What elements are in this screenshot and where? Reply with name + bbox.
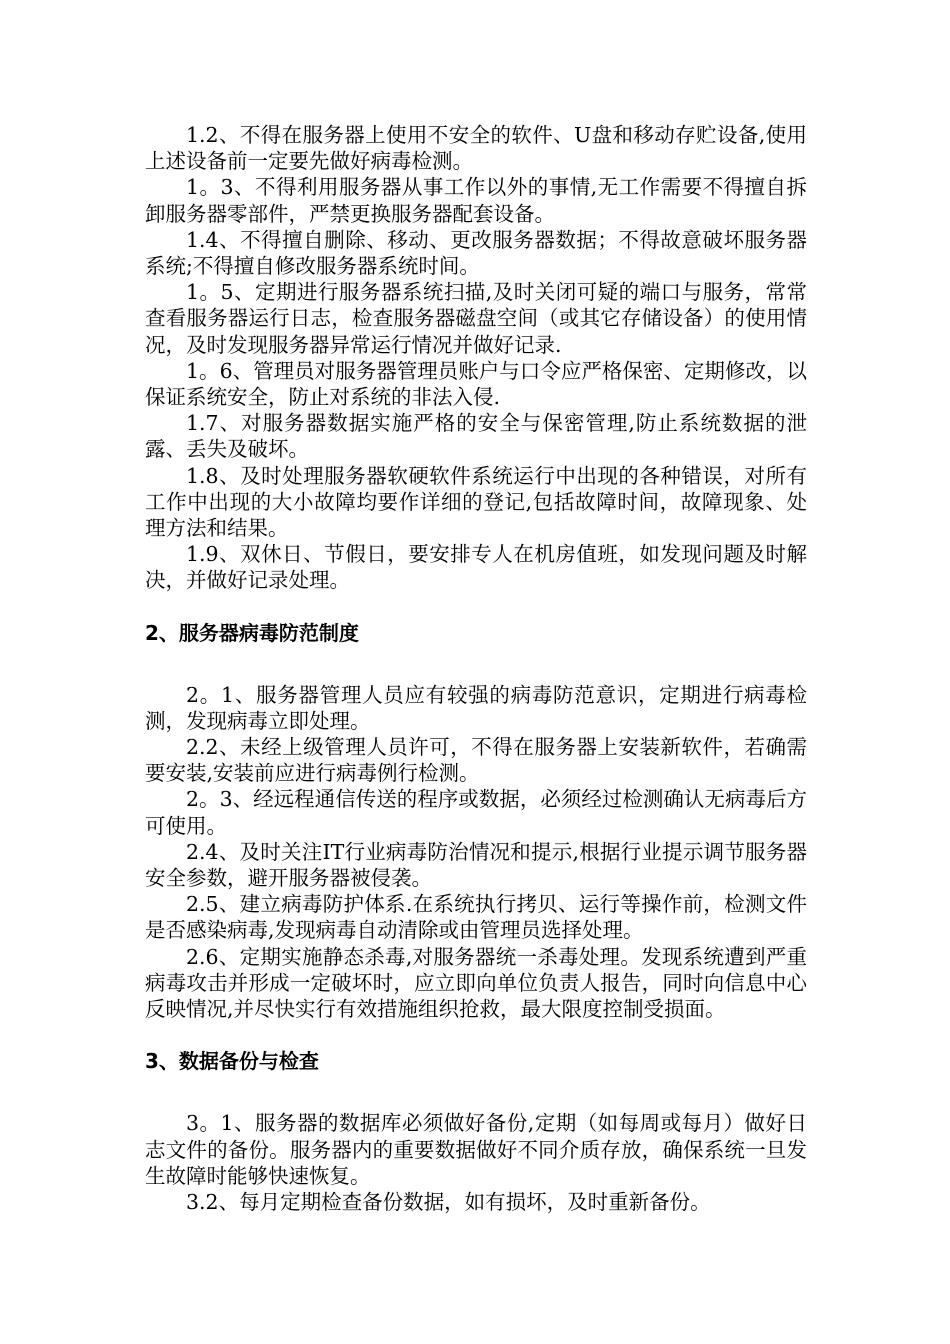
paragraph-2-4: 2.4、及时关注IT行业病毒防治情况和提示,根据行业提示调节服务器安全参数，避开服务器被侵袭。	[145, 839, 807, 891]
paragraph-1-5: 1。5、定期进行服务器系统扫描,及时关闭可疑的端口与服务，常常查看服务器运行日志，检查服务器磁盘空间（或其它存储设备）的使用情况，及时发现服务器异常运行情况并做好记录.	[145, 280, 807, 357]
paragraph-2-5: 2.5、建立病毒防护体系.在系统执行拷贝、运行等操作前，检测文件是否感染病毒,发现病毒自动清除或由管理员选择处理。	[145, 892, 807, 943]
section-2-heading: 2、服务器病毒防范制度	[145, 620, 359, 645]
section-1	[145, 122, 807, 594]
paragraph-3-1: 3。1、服务器的数据库必须做好备份,定期（如每周或每月）做好日志文件的备份。服务器内的重要数据做好不同介质存放，确保系统一旦发生故障时能够快速恢复。	[145, 1111, 807, 1188]
paragraph-1-7: 1.7、对服务器数据实施严格的安全与保密管理,防止系统数据的泄露、丢失及破坏。	[145, 411, 807, 462]
paragraph-1-6: 1。6、管理员对服务器管理员账户与口令应严格保密、定期修改，以保证系统安全，防止对系统的非法入侵.	[145, 358, 807, 410]
paragraph-3-2: 3.2、每月定期检查备份数据，如有损坏，及时重新备份。	[186, 1189, 711, 1214]
section-3	[145, 1110, 807, 1215]
paragraph-2-1: 2。1、服务器管理人员应有较强的病毒防范意识，定期进行病毒检测，发现病毒立即处理。	[145, 682, 807, 733]
paragraph-1-4: 1.4、不得擅自删除、移动、更改服务器数据；不得故意破坏服务器系统;不得擅自修改服务器系统时间。	[145, 227, 807, 279]
paragraph-1-2: 1.2、不得在服务器上使用不安全的软件、U盘和移动存贮设备,使用上述设备前一定要先做好病毒检测。	[145, 123, 807, 174]
paragraph-1-8: 1.8、及时处理服务器软硬软件系统运行中出现的各种错误，对所有工作中出现的大小故障均要作详细的登记,包括故障时间，故障现象、处理方法和结果。	[145, 463, 807, 541]
document-page	[145, 122, 807, 1215]
paragraph-2-2: 2.2、未经上级管理人员许可，不得在服务器上安装新软件，若确需要安装,安装前应进行病毒例行检测。	[145, 735, 807, 786]
section-2	[145, 682, 807, 1023]
paragraph-2-3: 2。3、经远程通信传送的程序或数据，必须经过检测确认无病毒后方可使用。	[145, 787, 807, 838]
section-3-heading: 3、数据备份与检查	[145, 1049, 319, 1074]
paragraph-1-9: 1.9、双休日、节假日，要安排专人在机房值班，如发现问题及时解决，并做好记录处理。	[145, 542, 807, 593]
paragraph-2-6: 2.6、定期实施静态杀毒,对服务器统一杀毒处理。发现系统遭到严重病毒攻击并形成一定破坏时，应立即向单位负责人报告，同时向信息中心反映情况,并尽快实行有效措施组织抢救，最大限度控制受损面。	[145, 944, 807, 1022]
paragraph-1-3: 1。3、不得利用服务器从事工作以外的事情,无工作需要不得擅自拆卸服务器零部件，严禁更换服务器配套设备。	[145, 175, 807, 226]
